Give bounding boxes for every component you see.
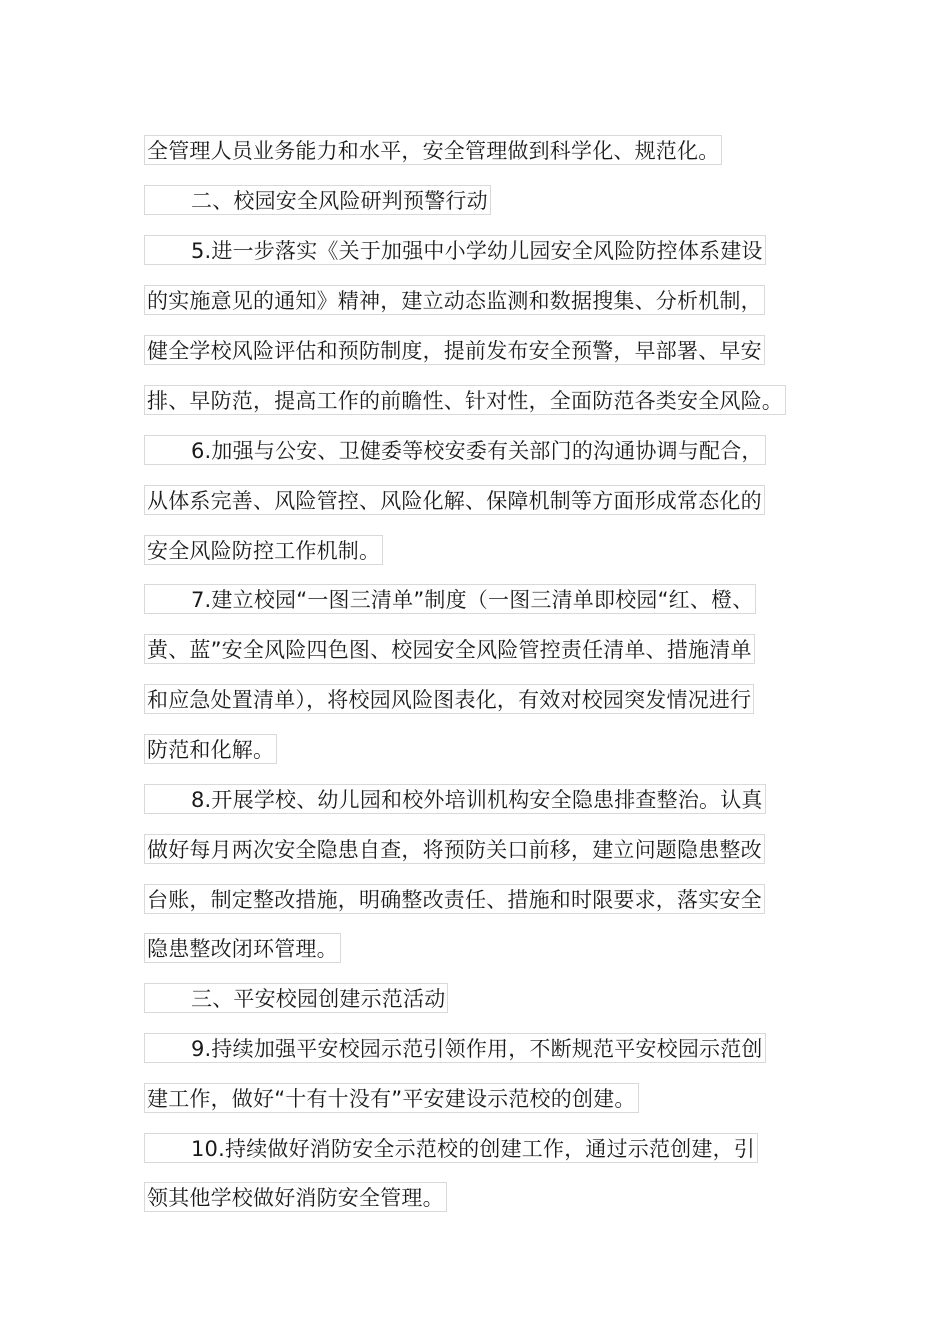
text-line: 从体系完善、风险管控、风险化解、保障机制等方面形成常态化的 <box>144 485 765 515</box>
text-line: 领其他学校做好消防安全管理。 <box>144 1182 447 1212</box>
paragraph-start: 10.持续做好消防安全示范校的创建工作，通过示范创建，引 <box>144 1133 758 1163</box>
text-line: 的实施意见的通知》精神，建立动态监测和数据搜集、分析机制， <box>144 285 765 315</box>
section-heading: 三、平安校园创建示范活动 <box>144 983 448 1013</box>
text-line: 建工作，做好“十有十没有”平安建设示范校的创建。 <box>144 1083 639 1113</box>
text-line: 防范和化解。 <box>144 734 277 764</box>
paragraph-start: 9.持续加强平安校园示范引领作用，不断规范平安校园示范创 <box>144 1033 766 1063</box>
text-line: 隐患整改闭环管理。 <box>144 933 341 963</box>
paragraph-start: 5.进一步落实《关于加强中小学幼儿园安全风险防控体系建设 <box>144 235 766 265</box>
text-line: 台账，制定整改措施，明确整改责任、措施和时限要求，落实安全 <box>144 884 765 914</box>
paragraph-start: 7.建立校园“一图三清单”制度（一图三清单即校园“红、橙、 <box>144 584 756 614</box>
paragraph-start: 6.加强与公安、卫健委等校安委有关部门的沟通协调与配合， <box>144 435 766 465</box>
section-heading: 二、校园安全风险研判预警行动 <box>144 185 491 215</box>
text-line: 黄、蓝”安全风险四色图、校园安全风险管控责任清单、措施清单 <box>144 634 755 664</box>
paragraph-start: 8.开展学校、幼儿园和校外培训机构安全隐患排查整治。认真 <box>144 784 766 814</box>
text-line: 排、早防范，提高工作的前瞻性、针对性，全面防范各类安全风险。 <box>144 385 786 415</box>
text-line: 做好每月两次安全隐患自查，将预防关口前移，建立问题隐患整改 <box>144 834 765 864</box>
text-line: 和应急处置清单），将校园风险图表化，有效对校园突发情况进行 <box>144 684 754 714</box>
text-line: 健全学校风险评估和预防制度，提前发布安全预警，早部署、早安 <box>144 335 765 365</box>
text-line: 全管理人员业务能力和水平，安全管理做到科学化、规范化。 <box>144 135 722 165</box>
text-line: 安全风险防控工作机制。 <box>144 535 383 565</box>
